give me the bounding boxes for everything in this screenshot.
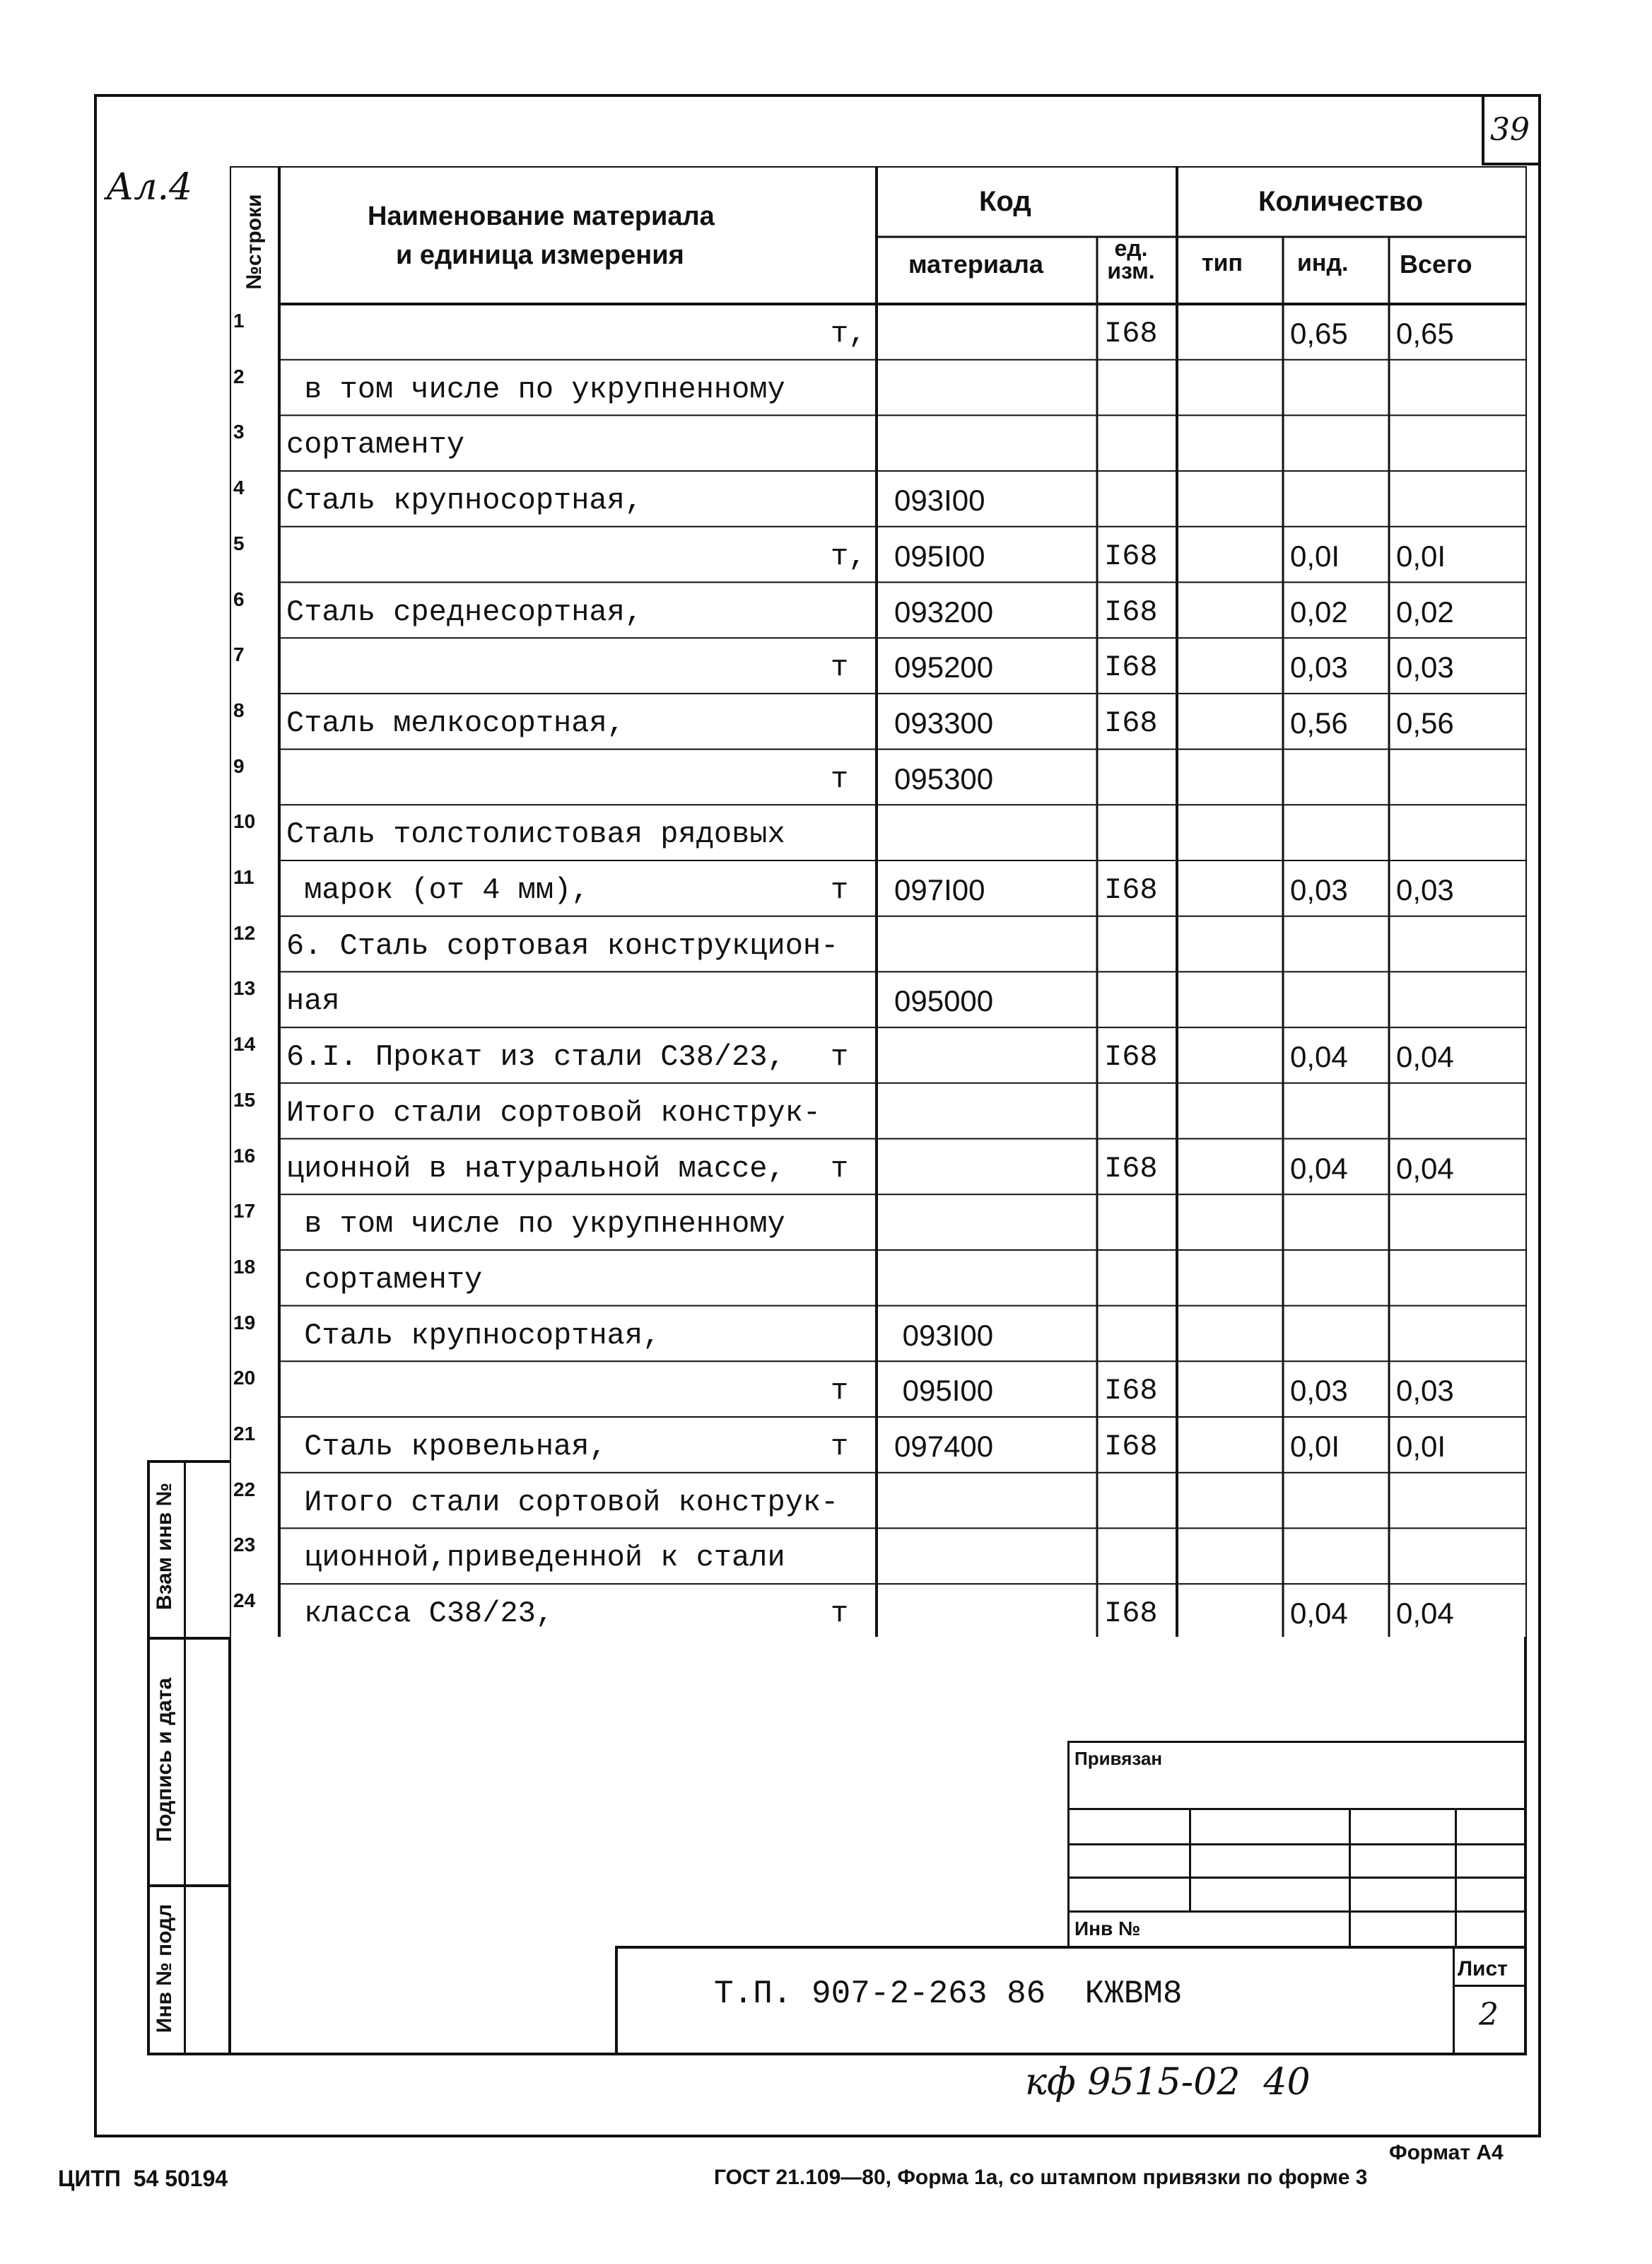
- row-name: в том числе по укрупненному: [286, 372, 785, 407]
- header-quantity: Количество: [1258, 186, 1424, 217]
- frame-left: [94, 94, 97, 2137]
- header-unit: ед. изм.: [1107, 235, 1155, 284]
- row-unit-suffix: т,: [831, 539, 867, 573]
- row-unit-suffix: т: [831, 1040, 849, 1075]
- row-name: Итого стали сортовой конструк-: [286, 1095, 821, 1130]
- sheet-number: 2: [1479, 1997, 1499, 2033]
- row-name: ная: [286, 984, 340, 1019]
- row-name: класса С38/23,: [286, 1597, 554, 1631]
- row-unit-suffix: т: [831, 762, 849, 796]
- row-ind: 0,0I: [1290, 539, 1340, 573]
- stamp-privyazki: [1067, 1741, 1527, 1946]
- header-code: Код: [979, 186, 1031, 217]
- row-number: 17: [233, 1200, 256, 1223]
- row-unit-suffix: т: [831, 1374, 849, 1408]
- row-number: 19: [233, 1311, 256, 1334]
- row-unit-code: I68: [1104, 1430, 1158, 1464]
- row-name: марок (от 4 мм),: [286, 873, 590, 907]
- row-unit-code: I68: [1104, 1597, 1158, 1631]
- row-number: 22: [233, 1478, 256, 1500]
- row-material-code: 097I00: [894, 873, 985, 906]
- row-number: 5: [233, 532, 245, 554]
- row-number: 16: [233, 1144, 256, 1167]
- row-name: Сталь среднесортная,: [286, 595, 643, 629]
- row-material-code: 095000: [894, 984, 994, 1018]
- row-material-code: 095200: [894, 650, 994, 684]
- row-unit-code: I68: [1104, 1374, 1158, 1408]
- row-name: ционной,приведенной к стали: [286, 1541, 785, 1575]
- block-left: [228, 1637, 231, 2055]
- row-total: 0,04: [1396, 1151, 1454, 1185]
- header-row-no: №строки: [242, 194, 266, 290]
- format-label: Формат А4: [1389, 2141, 1504, 2164]
- margin-note: Ал.4: [106, 166, 193, 209]
- row-material-code: 093300: [894, 706, 994, 740]
- row-unit-code: I68: [1104, 539, 1158, 573]
- row-number: 24: [233, 1589, 256, 1612]
- side-label-podpis: Подпись и дата: [153, 1677, 176, 1843]
- row-name: Сталь крупносортная,: [286, 1318, 661, 1353]
- row-material-code: 097400: [894, 1430, 994, 1463]
- row-ind: 0,03: [1290, 1374, 1348, 1408]
- row-unit-suffix: т: [831, 650, 849, 685]
- row-total: 0,0I: [1396, 1430, 1446, 1463]
- row-name: сортаменту: [286, 1262, 483, 1297]
- row-unit-code: I68: [1104, 1040, 1158, 1075]
- row-name: Сталь мелкосортная,: [286, 706, 625, 740]
- side-strip-div2: [147, 1884, 230, 1887]
- sheet-label: Лист: [1458, 1957, 1508, 1980]
- row-total: 0,02: [1396, 595, 1454, 629]
- page-number: 39: [1490, 112, 1530, 148]
- row-name: Сталь крупносортная,: [286, 484, 643, 518]
- row-number: 13: [233, 977, 256, 1000]
- title-designation: Т.П. 907-2-263 86 КЖВМ8: [714, 1976, 1183, 2012]
- side-strip-top: [147, 1460, 230, 1463]
- side-strip-inner: [184, 1460, 186, 2054]
- handwritten-note: кф 9515-02 40: [1025, 2061, 1311, 2103]
- row-name: сортаменту: [286, 428, 465, 462]
- row-number: 18: [233, 1255, 256, 1278]
- stamp-privyazan-label: Привязан: [1074, 1748, 1163, 1769]
- row-number: 3: [233, 421, 245, 443]
- row-material-code: 093I00: [894, 484, 985, 518]
- footer-right: ГОСТ 21.109—80, Форма 1а, со штампом привязки по форме 3: [714, 2166, 1368, 2189]
- row-ind: 0,56: [1290, 706, 1348, 740]
- row-name: 6.I. Прокат из стали С38/23,: [286, 1040, 785, 1075]
- row-ind: 0,0I: [1290, 1430, 1340, 1463]
- stamp-inv-label: Инв №: [1074, 1918, 1141, 1939]
- side-label-vzam: Взам инв №: [153, 1482, 176, 1611]
- row-number: 20: [233, 1367, 256, 1389]
- row-unit-code: I68: [1104, 317, 1158, 351]
- row-name: 6. Сталь сортовая конструкцион-: [286, 928, 839, 963]
- row-material-code: 093I00: [894, 1318, 994, 1352]
- pagebox-bottom: [1482, 163, 1541, 165]
- row-name: в том числе по укрупненному: [286, 1207, 785, 1242]
- row-unit-code: I68: [1104, 595, 1158, 629]
- row-ind: 0,02: [1290, 595, 1348, 629]
- row-ind: 0,04: [1290, 1040, 1348, 1074]
- materials-table: [230, 166, 1527, 1637]
- row-number: 6: [233, 588, 245, 610]
- row-name: ционной в натуральной массе,: [286, 1151, 785, 1186]
- header-type: тип: [1202, 250, 1243, 276]
- row-unit-code: I68: [1104, 706, 1158, 740]
- header-total: Всего: [1400, 250, 1472, 279]
- row-total: 0,0I: [1396, 539, 1446, 573]
- row-unit-code: I68: [1104, 873, 1158, 907]
- pagebox-left: [1482, 94, 1484, 165]
- row-material-code: 095I00: [894, 539, 985, 573]
- row-name: Сталь кровельная,: [286, 1430, 607, 1464]
- row-number: 7: [233, 643, 245, 666]
- row-unit-suffix: т: [831, 1151, 849, 1186]
- row-unit-suffix: т: [831, 1430, 849, 1464]
- title-block: [615, 1946, 1527, 2055]
- header-material: материала: [908, 250, 1043, 279]
- row-ind: 0,04: [1290, 1151, 1348, 1185]
- side-strip-left: [147, 1460, 150, 2054]
- row-name: Сталь толстолистовая рядовых: [286, 817, 785, 852]
- row-ind: 0,03: [1290, 873, 1348, 906]
- row-number: 9: [233, 754, 245, 777]
- header-ind: инд.: [1297, 250, 1349, 276]
- row-number: 2: [233, 365, 245, 387]
- header-name-line2: и единица измерения: [396, 240, 684, 270]
- row-number: 14: [233, 1033, 256, 1056]
- row-number: 11: [233, 866, 254, 888]
- header-name-line1: Наименование материала: [368, 202, 715, 231]
- row-total: 0,04: [1396, 1597, 1454, 1630]
- row-number: 1: [233, 310, 245, 332]
- row-material-code: 093200: [894, 595, 994, 629]
- row-ind: 0,03: [1290, 650, 1348, 684]
- row-number: 21: [233, 1423, 256, 1445]
- row-unit-code: I68: [1104, 1151, 1158, 1186]
- footer-left: ЦИТП 54 50194: [58, 2166, 228, 2191]
- row-total: 0,03: [1396, 650, 1454, 684]
- side-strip-bottom: [147, 2053, 230, 2055]
- row-number: 15: [233, 1088, 256, 1111]
- row-total: 0,56: [1396, 706, 1454, 740]
- row-unit-suffix: т: [831, 1597, 849, 1631]
- row-unit-suffix: т,: [831, 317, 867, 351]
- row-material-code: 095300: [894, 762, 994, 795]
- row-total: 0,65: [1396, 317, 1454, 350]
- row-number: 12: [233, 921, 256, 944]
- row-number: 4: [233, 477, 245, 499]
- row-total: 0,03: [1396, 873, 1454, 906]
- row-name: Итого стали сортовой конструк-: [286, 1485, 839, 1519]
- frame-right: [1538, 94, 1541, 2137]
- side-strip-div1: [147, 1637, 230, 1640]
- row-ind: 0,04: [1290, 1597, 1348, 1630]
- side-label-inv: Инв № подл: [153, 1903, 176, 2033]
- frame-bottom: [94, 2135, 1541, 2137]
- row-ind: 0,65: [1290, 317, 1348, 350]
- row-number: 8: [233, 699, 245, 721]
- row-total: 0,04: [1396, 1040, 1454, 1074]
- row-material-code: 095I00: [894, 1374, 994, 1408]
- row-unit-code: I68: [1104, 650, 1158, 685]
- row-number: 23: [233, 1534, 256, 1556]
- row-unit-suffix: т: [831, 873, 849, 907]
- row-total: 0,03: [1396, 1374, 1454, 1408]
- frame-top: [94, 94, 1541, 97]
- row-number: 10: [233, 810, 256, 833]
